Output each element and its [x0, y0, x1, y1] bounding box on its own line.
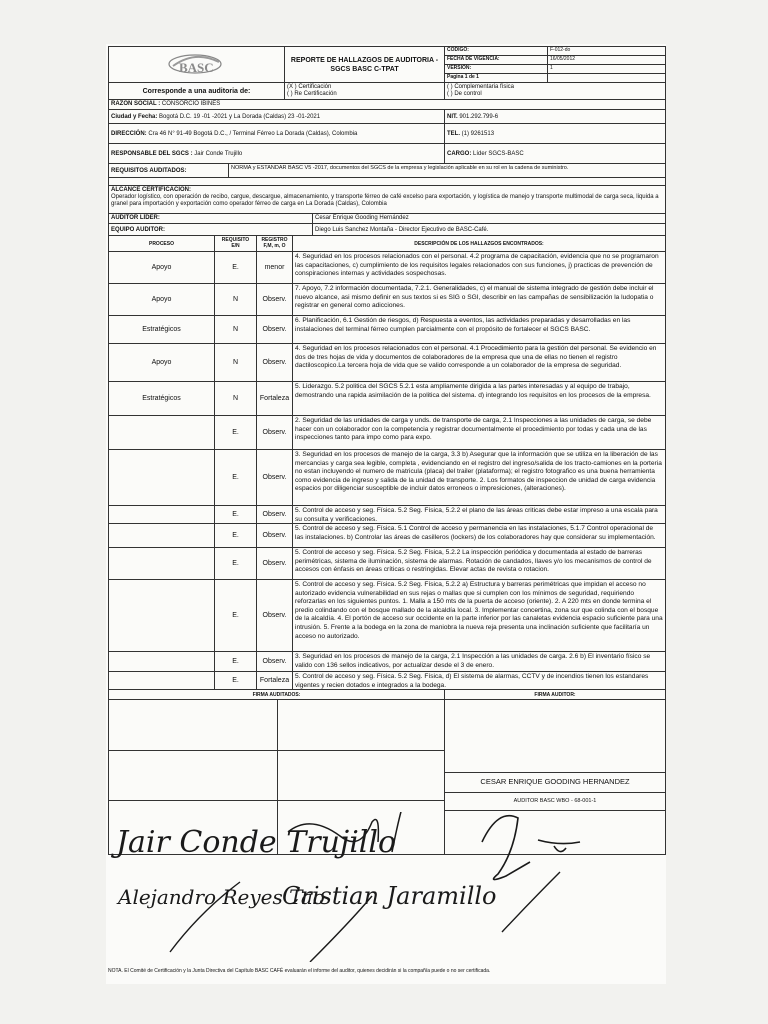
cell-descripcion: 5. Control de acceso y seg. Física. 5.1 Control de acceso y permanencia en las instalaciones, 5.1.7 Control operacional de las instalaciones. b) Controlar las áreas de casilleros (lockers) de los colaboradores hay que considerar su implementación.	[295, 525, 656, 541]
spacer-row	[109, 178, 665, 186]
cell-requisito: E.	[215, 580, 257, 651]
responsable-row	[109, 144, 665, 164]
cell-proceso	[109, 524, 215, 547]
codigo-value: F-012-do	[550, 47, 571, 53]
cell-descripcion: 5. Control de acceso y seg. Física. 5.2 Seg. Física, d) El sistema de alarmas, CCTV y de incendios tienen los estandares vigentes y recien dotados e integrados a la bodega.	[295, 673, 649, 689]
responsable-value: Jair Conde Trujillo	[194, 151, 243, 157]
table-row	[109, 252, 665, 284]
cell-requisito: E.	[215, 506, 257, 523]
responsable	[109, 144, 445, 163]
signature-area	[109, 700, 665, 854]
table-row	[109, 548, 665, 580]
cell-registro: Observ.	[257, 284, 293, 315]
cell-proceso: Apoyo	[109, 344, 215, 381]
cell-descripcion: 5. Control de acceso y seg. Física. 5.2 Seg. Física, 5.2.2 La inspección periódica y documentada al estado de barreras perimétricas, sistema de iluminación, sistema de alarmas. Rotación de candados, llaves y/o los mecanismos de control de accesos con énfasis en áreas críticas o restringidas. Elevar actas de revista o rotacion.	[295, 549, 652, 574]
direccion-row	[109, 124, 665, 144]
findings-table-header	[109, 236, 665, 252]
responsable-label: RESPONSABLE DEL SGCS :	[111, 151, 193, 157]
cell-requisito: E.	[215, 652, 257, 671]
razon-social	[109, 100, 665, 109]
cell-registro: Fortaleza	[257, 382, 293, 415]
version-value: 1	[550, 65, 553, 71]
cell-proceso	[109, 652, 215, 671]
cell-proceso	[109, 450, 215, 505]
ciudad-row	[109, 110, 665, 124]
cell-descripcion: 3. Seguridad en los procesos de manejo de la carga, 3.3 b) Asegurar que la información que se utiliza en la liberación de las mercancias y carga sea legible, completa , evidenciando en el registro del ingreso/salida de los tracto-camiones en la porteria no estan incluyendo el numero de matricula (placa) del trailer (plataforma); el registro fotografico es una buena herramienta como evidencia de ingreso y salida de la unidad de transporte. 2. Los formatos de inspeccion de unidad de carga evidencia espacios por diligenciar susceptible de incluir datos erroneos o impresiciones, (alteraciones).	[295, 451, 662, 493]
form-title: REPORTE DE HALLAZGOS DE AUDITORIA - SGCS BASC C-TPAT	[285, 47, 445, 82]
basc-logo	[109, 47, 285, 82]
col-proceso: PROCESO	[109, 236, 215, 251]
ciudad-fecha	[109, 110, 445, 123]
cargo-value: Líder SGCS-BASC	[473, 151, 524, 157]
audit-report-form	[108, 46, 666, 855]
auditor-lider-label: AUDITOR LÍDER:	[109, 214, 313, 223]
cell-requisito: E.	[215, 524, 257, 547]
requisitos-label: REQUISITOS AUDITADOS:	[109, 164, 229, 177]
table-row	[109, 524, 665, 548]
auditados-signatures	[109, 700, 445, 854]
equipo-auditor-label: EQUIPO AUDITOR:	[109, 224, 313, 235]
cargo	[445, 144, 665, 163]
firma-auditor-label: FIRMA AUDITOR:	[534, 692, 576, 698]
table-row	[109, 580, 665, 652]
auditor-name: CESAR ENRIQUE GOODING HERNANDEZ	[480, 777, 630, 786]
cell-requisito: N	[215, 316, 257, 343]
cell-registro: Observ.	[257, 524, 293, 547]
option-recertificacion: ( ) Re Certificación	[287, 91, 337, 97]
cell-registro: Observ.	[257, 652, 293, 671]
cell-proceso	[109, 506, 215, 523]
nit-value: 901.292.799-6	[459, 114, 499, 120]
direccion	[109, 124, 445, 143]
signature-cristian-jaramillo: Cristian Jaramillo	[282, 882, 497, 910]
cell-descripcion: 4. Seguridad en los procesos relacionados con el personal. 4.2 programa de capacitación, evidencia que no se programaron las capacitaciones, c) cumplimiento de los requisitos legales relacionados con sus funciones, j) practicas de prevención de conspiraciones internas y actividades sospechosas.	[295, 253, 659, 278]
equipo-auditor-value: Diego Luis Sanchez Montaña - Director Ejecutivo de BASC-Café.	[315, 227, 489, 233]
signature-jair-conde: Jair Conde Trujillo	[116, 825, 397, 860]
nit-label: NIT.	[447, 114, 458, 120]
direccion-value: Cra 46 N° 91-49 Bogotá D.C., / Terminal Férreo La Dorada (Caldas), Colombia	[148, 131, 358, 137]
table-row	[109, 344, 665, 382]
cell-requisito: E.	[215, 672, 257, 689]
table-row	[109, 506, 665, 524]
auditor-lider-row	[109, 214, 665, 224]
cell-proceso: Estratégicos	[109, 382, 215, 415]
ciudad-value: Bogotá D.C. 19 -01 -2021 y La Dorada (Caldas) 23 -01-2021	[159, 114, 321, 120]
cell-requisito: E.	[215, 252, 257, 283]
table-row	[109, 284, 665, 316]
alcance	[109, 186, 665, 213]
form-meta	[445, 47, 665, 82]
cell-proceso	[109, 416, 215, 449]
table-row	[109, 316, 665, 344]
cell-registro: Observ.	[257, 506, 293, 523]
table-row	[109, 382, 665, 416]
codigo-label: CÓDIGO:	[445, 47, 548, 55]
cell-proceso	[109, 672, 215, 689]
option-control: ( ) De control	[447, 91, 482, 97]
col-descripcion: DESCRIPCIÓN DE LOS HALLAZGOS ENCONTRADOS:	[414, 241, 544, 247]
table-row	[109, 450, 665, 506]
cell-registro: Observ.	[257, 344, 293, 381]
page-number: Pagina 1 de 1	[445, 74, 548, 82]
audit-type-other	[445, 83, 665, 99]
razon-social-label: RAZÓN SOCIAL :	[111, 101, 161, 107]
cell-registro: menor	[257, 252, 293, 283]
vigencia-value: 16/05/2012	[550, 56, 576, 62]
razon-social-value: CONSORCIO IBINES	[161, 101, 221, 107]
cell-registro: Observ.	[257, 580, 293, 651]
basc-logo-icon	[165, 52, 229, 78]
vigencia-label: FECHA DE VIGENCIA:	[445, 56, 548, 64]
auditor-id: AUDITOR BASC WBO - 68-001-1	[513, 798, 597, 804]
cell-descripcion: 6. Planificación, 6.1 Gestión de riesgos, d) Respuesta a eventos, las actividades preparadas y desarrolladas en las instalaciones del terminal férreo cumplen parcialmente con el propósito de fortalecer el SGCS BASC.	[295, 317, 631, 333]
cell-proceso: Apoyo	[109, 252, 215, 283]
cell-descripcion: 3. Seguridad en los procesos de manejo de la carga, 2.1 Inspección a las unidades de carga. 2.6 b) El inventario físico se valido con 136 sellos indicativos, por actualizar desde el 3 de enero.	[295, 653, 651, 669]
signature-header-row	[109, 690, 665, 700]
equipo-auditor-row	[109, 224, 665, 236]
cell-requisito: N	[215, 382, 257, 415]
cell-descripcion: 4. Seguridad en los procesos relacionados con el personal. 4.1 Procedimiento para la gestión del personal. Se evidencio en dos de tres hojas de vida y documentos de colaboradores de la empresa que una de ellas no tienen el registro dactiloscopico.La tercera hoja de vida que se valido corresponde a un colaborador de la empresa de seguridad.	[295, 345, 657, 370]
cell-requisito: N	[215, 284, 257, 315]
tel-label: TEL.	[447, 131, 460, 137]
audit-type-row	[109, 83, 665, 100]
razon-social-row	[109, 100, 665, 110]
cell-descripcion: 7. Apoyo, 7.2 información documentada, 7.2.1. Generalidades, c) el manual de sistema integrado de gestión debe incluir el nuevo alcance, asi mismo definir en sus textos si es SIG o SGI, describir en las campañas de sensibilización la ludopatia o registrar en general como adicciones.	[295, 285, 654, 310]
cell-descripcion: 5. Control de acceso y seg. Física. 5.2 Seg. Física, 5.2.2 el plano de las áreas criticas debe estar impreso a una escala para su consulta y verificaciones.	[295, 507, 658, 523]
ciudad-label: Ciudad y Fecha:	[111, 114, 158, 120]
col-registro: REGISTRO F,M, m, O	[257, 236, 293, 251]
cell-descripcion: 5. Liderazgo. 5.2 politica del SGCS 5.2.1 esta ampliamente dirigida a las partes interesadas y al equipo de trabajo, demostrando una rapida asimilación de la politica del sistema. d) integrando los requisitos en los procesos de la empresa.	[295, 383, 651, 399]
firma-auditados-label: FIRMA AUDITADOS:	[109, 690, 445, 699]
cell-requisito: E.	[215, 450, 257, 505]
cell-registro: Observ.	[257, 316, 293, 343]
nit	[445, 110, 665, 123]
version-label: VERSIÓN:	[445, 65, 548, 73]
auditor-lider-value: Cesar Enrique Gooding Hernández	[315, 215, 409, 221]
findings-table-body	[109, 252, 665, 690]
cell-requisito: N	[215, 344, 257, 381]
alcance-label: ALCANCE CERTIFICACIÓN:	[111, 187, 191, 193]
cell-proceso	[109, 548, 215, 579]
table-row	[109, 652, 665, 672]
cargo-label: CARGO:	[447, 151, 472, 157]
col-requisito: REQUISITO E/N	[215, 236, 257, 251]
audit-type-cert	[285, 83, 445, 99]
telefono	[445, 124, 665, 143]
table-row	[109, 416, 665, 450]
footer-note: NOTA. El Comité de Certificación y la Junta Directiva del Capítulo BASC CAFÉ evaluarán el informe del auditor, quienes decidirán si la compañía puede o no ser certificada.	[108, 968, 491, 974]
table-row	[109, 672, 665, 690]
alcance-row	[109, 186, 665, 214]
cell-proceso: Apoyo	[109, 284, 215, 315]
form-header	[109, 47, 665, 83]
signature-alejandro-reyes: Alejandro Reyes Tao	[118, 885, 325, 909]
cell-descripcion: 2. Seguridad de las unidades de carga y unds. de transporte de carga, 2.1 Inspecciones a las unidades de carga, se debe hacer con un colaborador con la competencia y registrar documentalmente el procedimiento por todas y cada una de las inspecciones tanto para impo como para expo.	[295, 417, 652, 442]
cell-requisito: E.	[215, 416, 257, 449]
logo-text: BASC	[178, 59, 214, 75]
direccion-label: DIRECCIÓN:	[111, 131, 147, 137]
cell-registro: Fortaleza	[257, 672, 293, 689]
option-certificacion: (X ) Certificación	[287, 84, 332, 90]
requisitos-value: NORMA y ESTANDAR BASC V5 -2017, documentos del SGCS de la empresa y legislación aplicable en su rol en la cadena de suministro.	[231, 165, 569, 171]
tel-value: (1) 9261513	[461, 131, 495, 137]
auditor-signature	[445, 700, 665, 854]
cell-registro: Observ.	[257, 416, 293, 449]
audit-type-label: Corresponde a una auditoria de:	[109, 83, 285, 99]
requisitos-row	[109, 164, 665, 178]
cell-descripcion: 5. Control de acceso y seg. Física. 5.2 Seg. Física, 5.2.2 a) Estructura y barreras perimétricas que impidan el acceso no autorizado evidencia vulnerabilidad en sus rejas o mallas que si cumplen con los mínimos de seguridad, requiriendo reforzarlas en los siguientes puntos. 1. Malla a 150 mts de la puerta de acceso (oriente). 2. A 220 mts en donde termina el predio colindando con el bosque mallado de la alcaldía local. 3. Implementar concertina, zona sur que colinda con el bosque de la alcaldía. 4. El portón de acceso sur occidente en la parte inferior por las canaletas evidencia espacio suficiente para una intrusión. 5. Frente a la bodega en la zona de maniobra la nueva reja presenta una inclinación suficiente que facilitaría un acceso no autorizado.	[295, 581, 663, 640]
cell-registro: Observ.	[257, 548, 293, 579]
option-complementaria: ( ) Complementaria física	[447, 84, 515, 90]
cell-proceso	[109, 580, 215, 651]
cell-proceso: Estratégicos	[109, 316, 215, 343]
cell-requisito: E.	[215, 548, 257, 579]
cell-registro: Observ.	[257, 450, 293, 505]
alcance-text: Operador logístico, con operación de recibo, cargue, descargue, almacenamiento, y transporte férreo de café excelso para exportación, y logística de manejo y transporte multimodal de carga seca, liquida a granel para importación y exportación como operador férreo de carga en La Dorada (Caldas), Colombia	[111, 194, 659, 207]
